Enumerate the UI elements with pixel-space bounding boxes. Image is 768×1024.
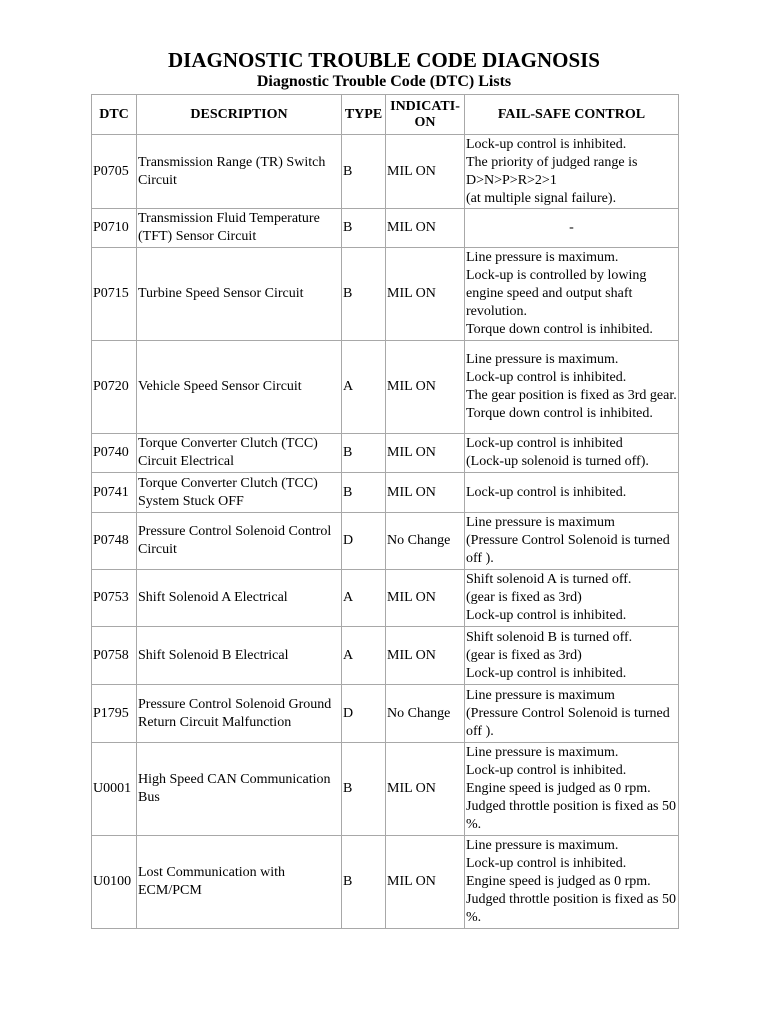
table-row bbox=[92, 341, 679, 434]
dtc-fail-safe: Shift solenoid A is turned off. (gear is fixed as 3rd) Lock-up control is inhibited. bbox=[465, 570, 679, 627]
dtc-fail-safe: Lock-up control is inhibited. bbox=[465, 473, 679, 513]
dtc-type: B bbox=[342, 473, 386, 513]
dtc-type: B bbox=[342, 743, 386, 836]
dtc-code: P0748 bbox=[92, 513, 137, 570]
dtc-code: P0720 bbox=[92, 341, 137, 434]
table-row bbox=[92, 570, 679, 627]
dtc-code: U0001 bbox=[92, 743, 137, 836]
dtc-type: A bbox=[342, 341, 386, 434]
dtc-indication: No Change bbox=[386, 513, 465, 570]
page-subtitle: Diagnostic Trouble Code (DTC) Lists bbox=[256, 73, 512, 90]
dtc-description: Shift Solenoid A Electrical bbox=[137, 570, 342, 627]
dtc-fail-safe: Line pressure is maximum (Pressure Control Solenoid is turned off ). bbox=[465, 513, 679, 570]
dtc-table bbox=[91, 94, 679, 929]
dtc-fail-safe: Line pressure is maximum. Lock-up control is inhibited. The gear position is fixed as 3rd gear. Torque down control is inhibited. bbox=[465, 341, 679, 434]
dtc-indication: MIL ON bbox=[386, 341, 465, 434]
table-row bbox=[92, 135, 679, 209]
dtc-type: D bbox=[342, 685, 386, 743]
dtc-type: B bbox=[342, 209, 386, 248]
dtc-code: P0715 bbox=[92, 248, 137, 341]
dtc-description: Pressure Control Solenoid Ground Return Circuit Malfunction bbox=[137, 685, 342, 743]
table-row bbox=[92, 627, 679, 685]
table-row bbox=[92, 513, 679, 570]
dtc-type: B bbox=[342, 434, 386, 473]
dtc-type: A bbox=[342, 627, 386, 685]
dtc-fail-safe: Line pressure is maximum (Pressure Control Solenoid is turned off ). bbox=[465, 685, 679, 743]
dtc-fail-safe: Lock-up control is inhibited (Lock-up solenoid is turned off). bbox=[465, 434, 679, 473]
dtc-indication: MIL ON bbox=[386, 627, 465, 685]
dtc-code: P0741 bbox=[92, 473, 137, 513]
table-row bbox=[92, 743, 679, 836]
table-row bbox=[92, 473, 679, 513]
dtc-code: P0753 bbox=[92, 570, 137, 627]
dtc-code: P1795 bbox=[92, 685, 137, 743]
dtc-indication: MIL ON bbox=[386, 570, 465, 627]
dtc-indication: MIL ON bbox=[386, 743, 465, 836]
dtc-fail-safe: - bbox=[465, 209, 679, 248]
dtc-description: Torque Converter Clutch (TCC) System Stuck OFF bbox=[137, 473, 342, 513]
dtc-type: A bbox=[342, 570, 386, 627]
dtc-indication: MIL ON bbox=[386, 434, 465, 473]
dtc-fail-safe: Line pressure is maximum. Lock-up control is inhibited. Engine speed is judged as 0 rpm. Judged throttle position is fixed as 50 %. bbox=[465, 836, 679, 929]
dtc-description: Torque Converter Clutch (TCC) Circuit Electrical bbox=[137, 434, 342, 473]
dtc-type: B bbox=[342, 248, 386, 341]
dtc-description: High Speed CAN Communication Bus bbox=[137, 743, 342, 836]
dtc-indication: MIL ON bbox=[386, 248, 465, 341]
dtc-indication: No Change bbox=[386, 685, 465, 743]
table-row bbox=[92, 434, 679, 473]
dtc-code: P0705 bbox=[92, 135, 137, 209]
table-row bbox=[92, 209, 679, 248]
dtc-fail-safe: Shift solenoid B is turned off. (gear is fixed as 3rd) Lock-up control is inhibited. bbox=[465, 627, 679, 685]
dtc-description: Turbine Speed Sensor Circuit bbox=[137, 248, 342, 341]
table-row bbox=[92, 685, 679, 743]
dtc-fail-safe: Line pressure is maximum. Lock-up is controlled by lowing engine speed and output shaft revolution. Torque down control is inhibited. bbox=[465, 248, 679, 341]
table-row bbox=[92, 248, 679, 341]
column-header-type: TYPE bbox=[342, 95, 386, 135]
dtc-indication: MIL ON bbox=[386, 209, 465, 248]
column-header-fail-safe-control: FAIL-SAFE CONTROL bbox=[465, 95, 679, 135]
page-title: DIAGNOSTIC TROUBLE CODE DIAGNOSIS bbox=[168, 48, 600, 72]
dtc-description: Lost Communication with ECM/PCM bbox=[137, 836, 342, 929]
dtc-description: Transmission Range (TR) Switch Circuit bbox=[137, 135, 342, 209]
dtc-description: Pressure Control Solenoid Control Circuit bbox=[137, 513, 342, 570]
dtc-type: B bbox=[342, 135, 386, 209]
dtc-code: U0100 bbox=[92, 836, 137, 929]
dtc-code: P0710 bbox=[92, 209, 137, 248]
dtc-indication: MIL ON bbox=[386, 836, 465, 929]
column-header-indication: INDICATI- ON bbox=[386, 95, 465, 135]
column-header-description: DESCRIPTION bbox=[137, 95, 342, 135]
dtc-description: Shift Solenoid B Electrical bbox=[137, 627, 342, 685]
dtc-type: D bbox=[342, 513, 386, 570]
dtc-indication: MIL ON bbox=[386, 473, 465, 513]
dtc-fail-safe: Line pressure is maximum. Lock-up control is inhibited. Engine speed is judged as 0 rpm. Judged throttle position is fixed as 50 %. bbox=[465, 743, 679, 836]
column-header-dtc: DTC bbox=[92, 95, 137, 135]
dtc-indication: MIL ON bbox=[386, 135, 465, 209]
dtc-fail-safe: Lock-up control is inhibited. The priority of judged range is D>N>P>R>2>1 (at multiple signal failure). bbox=[465, 135, 679, 209]
dtc-code: P0758 bbox=[92, 627, 137, 685]
dtc-description: Transmission Fluid Temperature (TFT) Sensor Circuit bbox=[137, 209, 342, 248]
table-row bbox=[92, 836, 679, 929]
dtc-code: P0740 bbox=[92, 434, 137, 473]
dtc-description: Vehicle Speed Sensor Circuit bbox=[137, 341, 342, 434]
table-header-row bbox=[92, 95, 679, 135]
dtc-type: B bbox=[342, 836, 386, 929]
